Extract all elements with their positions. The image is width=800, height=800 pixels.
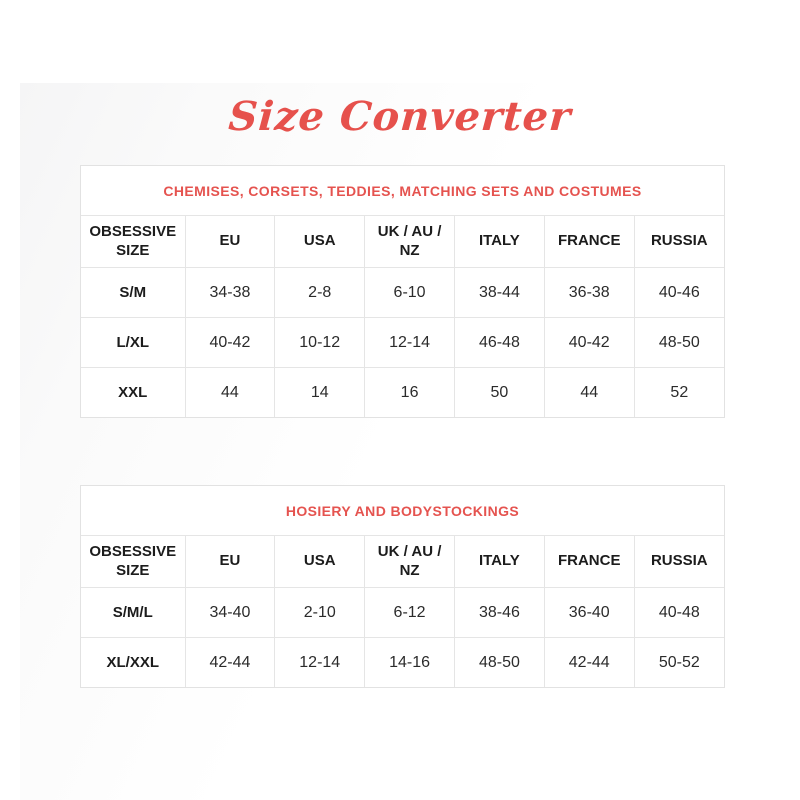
size-value: 36-40 (544, 588, 634, 638)
size-value: 2-10 (275, 588, 365, 638)
table-row (81, 318, 724, 368)
size-value: 16 (365, 368, 455, 418)
size-value: 44 (544, 368, 634, 418)
row-label: XXL (81, 368, 185, 418)
column-header: EU (185, 536, 275, 588)
column-header: EU (185, 216, 275, 268)
column-header: OBSESSIVE SIZE (89, 542, 177, 579)
column-header: UK / AU / NZ (365, 216, 455, 268)
row-label: S/M/L (81, 588, 185, 638)
table-caption: HOSIERY AND BODYSTOCKINGS (81, 486, 724, 536)
column-header: OBSESSIVE SIZE (89, 222, 177, 259)
table-row (81, 588, 724, 638)
size-value: 14 (275, 368, 365, 418)
column-header: USA (275, 536, 365, 588)
size-value: 40-42 (185, 318, 275, 368)
table-caption: CHEMISES, CORSETS, TEDDIES, MATCHING SETS AND COSTUMES (81, 166, 724, 216)
size-value: 34-38 (185, 268, 275, 318)
size-conversion-table (81, 216, 724, 417)
column-header: UK / AU / NZ (365, 536, 455, 588)
size-value: 38-44 (454, 268, 544, 318)
row-label: L/XL (81, 318, 185, 368)
table-row (81, 638, 724, 688)
size-conversion-table (81, 536, 724, 687)
row-label: S/M (81, 268, 185, 318)
size-value: 36-38 (544, 268, 634, 318)
header-row (81, 216, 724, 268)
size-value: 48-50 (634, 318, 724, 368)
column-header: ITALY (454, 536, 544, 588)
size-value: 2-8 (275, 268, 365, 318)
table-row (81, 368, 724, 418)
column-header: RUSSIA (634, 536, 724, 588)
size-value: 52 (634, 368, 724, 418)
size-value: 38-46 (454, 588, 544, 638)
size-value: 48-50 (454, 638, 544, 688)
size-value: 6-12 (365, 588, 455, 638)
size-value: 44 (185, 368, 275, 418)
size-value: 12-14 (275, 638, 365, 688)
size-value: 12-14 (365, 318, 455, 368)
size-value: 14-16 (365, 638, 455, 688)
row-label: XL/XXL (81, 638, 185, 688)
header-row (81, 536, 724, 588)
table-row (81, 268, 724, 318)
column-header: USA (275, 216, 365, 268)
size-value: 34-40 (185, 588, 275, 638)
column-header: RUSSIA (634, 216, 724, 268)
size-value: 40-42 (544, 318, 634, 368)
size-value: 50 (454, 368, 544, 418)
size-table-hosiery (80, 485, 725, 688)
size-value: 10-12 (275, 318, 365, 368)
size-value: 6-10 (365, 268, 455, 318)
size-value: 50-52 (634, 638, 724, 688)
size-value: 40-48 (634, 588, 724, 638)
column-header: FRANCE (544, 216, 634, 268)
size-value: 46-48 (454, 318, 544, 368)
size-value: 42-44 (544, 638, 634, 688)
size-value: 42-44 (185, 638, 275, 688)
column-header: ITALY (454, 216, 544, 268)
size-value: 40-46 (634, 268, 724, 318)
size-table-chemises (80, 165, 725, 418)
page-title: Size Converter (227, 93, 573, 140)
column-header: FRANCE (544, 536, 634, 588)
